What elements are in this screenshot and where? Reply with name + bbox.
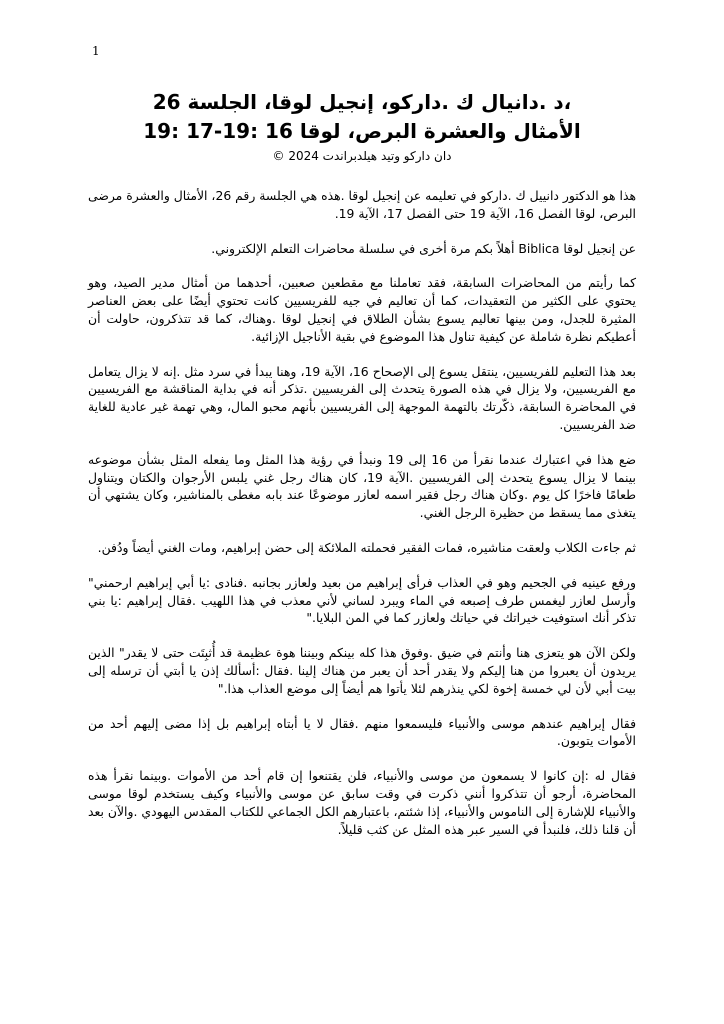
document-body bbox=[88, 88, 636, 855]
paragraph: كما رأيتم من المحاضرات السابقة، فقد تعاملنا مع مقطعين صعبين، أحدهما من أمثال مدير الصيد، وهو يحتوي على الكثير من التعقيدات، كما أن تعاليم في جيه للفريسيين كانت تحتوي أيضًا على بعض العناصر المثيرة للجدل، ومن بينها تعاليم يسوع بشأن الطلاق في إنجيل لوقا .وهناك، كما قد تتذكرون، حاولت أن أعطيكم نظرة شاملة عن كيفية تناول هذا الموضوع في بقية الأناجيل الإزائية. bbox=[88, 275, 636, 344]
paragraph: فقال إبراهيم عندهم موسى والأنبياء فليسمعوا منهم .فقال لا يا أبتاه إبراهيم بل إذا مضى إليهم أحد من الأموات يتوبون. bbox=[88, 715, 636, 749]
paragraph: ضع هذا في اعتبارك عندما نقرأ من 16 إلى 19 ونبدأ في رؤية هذا المثل وما يفعله المثل بشأن موضوعه بينما لا يزال يسوع يتحدث إلى الفريسيين .الآية 19، كان هناك رجل غني يلبس الأرجوان والكتان ويتناول طعامًا فاخرًا كل يوم .وكان هناك رجل فقير اسمه لعازر موضوعًا عند بابه مغطى بالمناشير، وكان يشتهي أن يتغذى مما يسقط من حظيرة الرجل الغني. bbox=[88, 451, 636, 521]
paragraph: فقال له :إن كانوا لا يسمعون من موسى والأنبياء، فلن يقتنعوا إن قام أحد من الأموات .وبينما نقرأ هذه المحاضرة، أرجو أن تتذكروا أنني ذكرت في وقت سابق عن موسى والأنبياء وكيف يستخدم لوقا موسى والأنبياء للإشارة إلى الناموس والأنبياء، إذا شئتم، باعتبارهم الكل الجماعي للكتاب المقدس اليهودي .والآن بعد أن قلنا ذلك، فلنبدأ في السير عبر هذه المثل عن كثب قليلاً. bbox=[88, 768, 636, 837]
paragraph: ولكن الآن هو يتعزى هنا وأنتم في ضيق .وفوق هذا كله بينكم وبيننا هوة عظيمة قد أُثبِتَت حتى لا يقدر" الذين يريدون أن يعبروا من هنا إليكم ولا يقدر أحد أن يعبر من هناك إلينا .فقال :أسألك إذن يا أبتي أن ترسله إلى بيت أبي لأن لي خمسة إخوة لكي ينذرهم لئلا يأتوا هم أيضاً إلى موضع العذاب هذا." bbox=[88, 645, 636, 696]
paragraph: عن إنجيل لوقا Biblica أهلاً بكم مرة أخرى في سلسلة محاضرات التعلم الإلكتروني. bbox=[211, 240, 636, 256]
title-line-2: الأمثال والعشرة البرص، لوقا 16 :19-17 :19 bbox=[143, 119, 581, 143]
paragraph: ورفع عينيه في الجحيم وهو في العذاب فرأى إبراهيم من بعيد ولعازر بجانبه .فنادى :يا أبي إبراهيم ارحمني" وأرسل لعازر ليغمس طرف إصبعه في الماء ويبرد لساني لأني معذب في هذا اللهيب .فقال إبراهيم :يا بني تذكر أنك استوفيت خيراتك في حياتك ولعازر كما في المن البلايا." bbox=[88, 574, 636, 626]
paragraph: هذا هو الدكتور دانييل ك .داركو في تعليمه عن إنجيل لوقا .هذه هي الجلسة رقم 26، الأمثال والعشرة مرضى البرص، لوقا الفصل 16، الآية 19 حتى الفصل 17، الآية 19. bbox=[88, 188, 636, 221]
page-number: 1 bbox=[92, 44, 100, 58]
copyright-line: دان داركو وتيد هيلدبراندت 2024 © bbox=[272, 149, 452, 163]
page-title bbox=[88, 88, 636, 146]
paragraph: ثم جاءت الكلاب ولعقت مناشيره، فمات الفقير فحملته الملائكة إلى حضن إبراهيم، ومات الغني أيضاً ودُفن. bbox=[97, 539, 636, 555]
paragraph: بعد هذا التعليم للفريسيين، ينتقل يسوع إلى الإصحاح 16، الآية 19، وهنا يبدأ في سرد مثل .إنه لا يزال يتعامل مع الفريسيين، ولا يزال في هذه الصورة يتحدث إلى الفريسيين .تذكر أنه في بداية المناقشة مع الفريسيين في المحاضرة السابقة، ذكّرتك بالتهمة الموجهة إلى الفريسيين بأنهم محبو المال، وهي تهمة غير عادية للغاية ضد الفريسيين. bbox=[88, 363, 636, 432]
title-line-1: ،د .دانيال ك .داركو، إنجيل لوقا، الجلسة 26 bbox=[152, 90, 572, 114]
